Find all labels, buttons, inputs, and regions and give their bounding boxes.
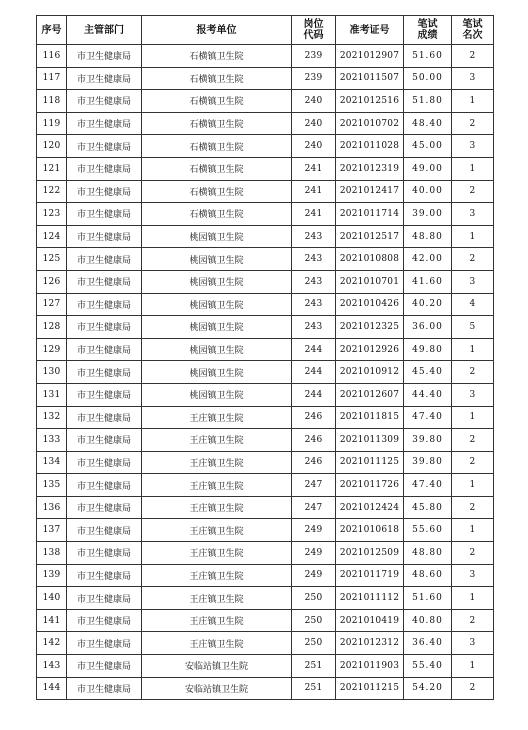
cell-unit: 桃园镇卫生院 — [142, 338, 292, 361]
cell-score: 47.40 — [404, 406, 452, 429]
cell-exam-no: 2021011028 — [336, 135, 404, 158]
table-row — [37, 248, 494, 271]
table-row — [37, 157, 494, 180]
cell-rank: 1 — [452, 225, 494, 248]
cell-score: 39.80 — [404, 429, 452, 452]
cell-rank: 2 — [452, 542, 494, 565]
cell-exam-no: 2021011726 — [336, 474, 404, 497]
cell-unit: 王庄镇卫生院 — [142, 406, 292, 429]
cell-dept: 市卫生健康局 — [67, 270, 142, 293]
cell-post-code: 243 — [292, 293, 336, 316]
cell-dept: 市卫生健康局 — [67, 112, 142, 135]
cell-unit: 石横镇卫生院 — [142, 90, 292, 113]
cell-unit: 石横镇卫生院 — [142, 180, 292, 203]
cell-rank: 2 — [452, 609, 494, 632]
cell-dept: 市卫生健康局 — [67, 519, 142, 542]
cell-post-code: 243 — [292, 248, 336, 271]
header-seq: 序号 — [37, 16, 67, 45]
cell-post-code: 239 — [292, 45, 336, 68]
cell-rank: 3 — [452, 564, 494, 587]
cell-exam-no: 2021012325 — [336, 316, 404, 339]
cell-seq: 117 — [37, 67, 67, 90]
cell-dept: 市卫生健康局 — [67, 429, 142, 452]
table-row — [37, 564, 494, 587]
table-row — [37, 316, 494, 339]
cell-post-code: 246 — [292, 406, 336, 429]
cell-seq: 134 — [37, 451, 67, 474]
cell-rank: 3 — [452, 135, 494, 158]
cell-dept: 市卫生健康局 — [67, 677, 142, 700]
cell-post-code: 250 — [292, 587, 336, 610]
cell-unit: 石横镇卫生院 — [142, 157, 292, 180]
cell-dept: 市卫生健康局 — [67, 90, 142, 113]
header-dept: 主管部门 — [67, 16, 142, 45]
table-row — [37, 609, 494, 632]
cell-exam-no: 2021012516 — [336, 90, 404, 113]
cell-dept: 市卫生健康局 — [67, 587, 142, 610]
cell-rank: 2 — [452, 248, 494, 271]
cell-exam-no: 2021011903 — [336, 655, 404, 678]
cell-seq: 142 — [37, 632, 67, 655]
cell-rank: 1 — [452, 587, 494, 610]
cell-dept: 市卫生健康局 — [67, 609, 142, 632]
cell-score: 45.40 — [404, 361, 452, 384]
cell-unit: 石横镇卫生院 — [142, 135, 292, 158]
cell-post-code: 244 — [292, 338, 336, 361]
cell-exam-no: 2021011815 — [336, 406, 404, 429]
cell-seq: 128 — [37, 316, 67, 339]
cell-dept: 市卫生健康局 — [67, 293, 142, 316]
cell-unit: 王庄镇卫生院 — [142, 609, 292, 632]
cell-seq: 136 — [37, 496, 67, 519]
header-post-code-line2: 代码 — [303, 30, 324, 41]
cell-score: 55.60 — [404, 519, 452, 542]
cell-score: 45.80 — [404, 496, 452, 519]
cell-post-code: 240 — [292, 135, 336, 158]
cell-exam-no: 2021012424 — [336, 496, 404, 519]
cell-rank: 1 — [452, 338, 494, 361]
cell-score: 55.40 — [404, 655, 452, 678]
header-rank-line2: 名次 — [462, 30, 483, 41]
cell-exam-no: 2021010808 — [336, 248, 404, 271]
cell-exam-no: 2021011309 — [336, 429, 404, 452]
table-row — [37, 677, 494, 700]
cell-score: 48.40 — [404, 112, 452, 135]
cell-score: 41.60 — [404, 270, 452, 293]
cell-unit: 石横镇卫生院 — [142, 45, 292, 68]
cell-exam-no: 2021011507 — [336, 67, 404, 90]
cell-rank: 3 — [452, 270, 494, 293]
cell-seq: 143 — [37, 655, 67, 678]
cell-seq: 121 — [37, 157, 67, 180]
header-unit: 报考单位 — [142, 16, 292, 45]
cell-seq: 141 — [37, 609, 67, 632]
cell-dept: 市卫生健康局 — [67, 655, 142, 678]
cell-score: 45.00 — [404, 135, 452, 158]
cell-seq: 116 — [37, 45, 67, 68]
table-row — [37, 632, 494, 655]
cell-exam-no: 2021012607 — [336, 383, 404, 406]
cell-post-code: 250 — [292, 609, 336, 632]
cell-post-code: 247 — [292, 474, 336, 497]
cell-unit: 王庄镇卫生院 — [142, 496, 292, 519]
cell-rank: 4 — [452, 293, 494, 316]
cell-score: 47.40 — [404, 474, 452, 497]
cell-exam-no: 2021010701 — [336, 270, 404, 293]
cell-unit: 王庄镇卫生院 — [142, 564, 292, 587]
cell-score: 51.80 — [404, 90, 452, 113]
cell-exam-no: 2021012926 — [336, 338, 404, 361]
cell-seq: 125 — [37, 248, 67, 271]
cell-score: 48.60 — [404, 564, 452, 587]
cell-rank: 1 — [452, 406, 494, 429]
cell-unit: 桃园镇卫生院 — [142, 316, 292, 339]
cell-exam-no: 2021012907 — [336, 45, 404, 68]
cell-rank: 1 — [452, 157, 494, 180]
cell-seq: 137 — [37, 519, 67, 542]
cell-rank: 2 — [452, 451, 494, 474]
cell-rank: 1 — [452, 474, 494, 497]
cell-seq: 122 — [37, 180, 67, 203]
table-row — [37, 225, 494, 248]
cell-exam-no: 2021010702 — [336, 112, 404, 135]
cell-unit: 桃园镇卫生院 — [142, 361, 292, 384]
header-post-code-line1: 岗位 — [303, 19, 324, 30]
cell-post-code: 249 — [292, 542, 336, 565]
cell-exam-no: 2021012417 — [336, 180, 404, 203]
cell-dept: 市卫生健康局 — [67, 225, 142, 248]
cell-seq: 130 — [37, 361, 67, 384]
cell-unit: 王庄镇卫生院 — [142, 474, 292, 497]
cell-seq: 124 — [37, 225, 67, 248]
cell-unit: 安临站镇卫生院 — [142, 655, 292, 678]
cell-post-code: 249 — [292, 564, 336, 587]
table-row — [37, 45, 494, 68]
cell-dept: 市卫生健康局 — [67, 316, 142, 339]
cell-post-code: 240 — [292, 90, 336, 113]
header-post-code — [292, 16, 336, 45]
cell-seq: 132 — [37, 406, 67, 429]
table-row — [37, 90, 494, 113]
cell-post-code: 243 — [292, 316, 336, 339]
cell-unit: 安临站镇卫生院 — [142, 677, 292, 700]
cell-exam-no: 2021012509 — [336, 542, 404, 565]
cell-seq: 127 — [37, 293, 67, 316]
cell-seq: 120 — [37, 135, 67, 158]
cell-exam-no: 2021011714 — [336, 203, 404, 226]
cell-dept: 市卫生健康局 — [67, 361, 142, 384]
cell-dept: 市卫生健康局 — [67, 203, 142, 226]
cell-dept: 市卫生健康局 — [67, 135, 142, 158]
cell-post-code: 243 — [292, 270, 336, 293]
table-row — [37, 180, 494, 203]
cell-unit: 石横镇卫生院 — [142, 112, 292, 135]
cell-dept: 市卫生健康局 — [67, 474, 142, 497]
cell-post-code: 243 — [292, 225, 336, 248]
cell-rank: 2 — [452, 496, 494, 519]
cell-rank: 1 — [452, 655, 494, 678]
cell-rank: 3 — [452, 383, 494, 406]
cell-post-code: 241 — [292, 180, 336, 203]
cell-seq: 118 — [37, 90, 67, 113]
cell-exam-no: 2021012517 — [336, 225, 404, 248]
cell-dept: 市卫生健康局 — [67, 406, 142, 429]
cell-post-code: 239 — [292, 67, 336, 90]
cell-rank: 5 — [452, 316, 494, 339]
table-row — [37, 135, 494, 158]
cell-dept: 市卫生健康局 — [67, 383, 142, 406]
cell-unit: 桃园镇卫生院 — [142, 225, 292, 248]
header-rank — [452, 16, 494, 45]
cell-score: 48.80 — [404, 225, 452, 248]
table-row — [37, 361, 494, 384]
cell-exam-no: 2021012319 — [336, 157, 404, 180]
cell-score: 51.60 — [404, 587, 452, 610]
cell-rank: 2 — [452, 45, 494, 68]
cell-unit: 桃园镇卫生院 — [142, 383, 292, 406]
cell-dept: 市卫生健康局 — [67, 45, 142, 68]
cell-unit: 王庄镇卫生院 — [142, 632, 292, 655]
cell-exam-no: 2021010912 — [336, 361, 404, 384]
cell-exam-no: 2021010426 — [336, 293, 404, 316]
cell-rank: 2 — [452, 361, 494, 384]
cell-post-code: 251 — [292, 677, 336, 700]
cell-score: 50.00 — [404, 67, 452, 90]
table-row — [37, 451, 494, 474]
cell-seq: 131 — [37, 383, 67, 406]
cell-exam-no: 2021011215 — [336, 677, 404, 700]
cell-score: 49.00 — [404, 157, 452, 180]
cell-unit: 王庄镇卫生院 — [142, 519, 292, 542]
table-row — [37, 293, 494, 316]
cell-dept: 市卫生健康局 — [67, 451, 142, 474]
cell-score: 36.00 — [404, 316, 452, 339]
cell-seq: 144 — [37, 677, 67, 700]
cell-score: 42.00 — [404, 248, 452, 271]
cell-score: 54.20 — [404, 677, 452, 700]
cell-exam-no: 2021010618 — [336, 519, 404, 542]
cell-post-code: 251 — [292, 655, 336, 678]
cell-seq: 129 — [37, 338, 67, 361]
cell-post-code: 241 — [292, 203, 336, 226]
header-exam-no: 准考证号 — [336, 16, 404, 45]
table-row — [37, 429, 494, 452]
cell-exam-no: 2021012312 — [336, 632, 404, 655]
table-row — [37, 542, 494, 565]
cell-score: 49.80 — [404, 338, 452, 361]
cell-rank: 2 — [452, 112, 494, 135]
cell-post-code: 250 — [292, 632, 336, 655]
cell-post-code: 246 — [292, 451, 336, 474]
table-row — [37, 270, 494, 293]
cell-unit: 石横镇卫生院 — [142, 203, 292, 226]
cell-seq: 139 — [37, 564, 67, 587]
table-row — [37, 203, 494, 226]
cell-exam-no: 2021011719 — [336, 564, 404, 587]
cell-rank: 3 — [452, 632, 494, 655]
header-row — [37, 16, 494, 45]
cell-post-code: 244 — [292, 361, 336, 384]
cell-unit: 王庄镇卫生院 — [142, 429, 292, 452]
cell-seq: 140 — [37, 587, 67, 610]
cell-rank: 1 — [452, 90, 494, 113]
cell-rank: 2 — [452, 180, 494, 203]
cell-unit: 桃园镇卫生院 — [142, 270, 292, 293]
cell-unit: 王庄镇卫生院 — [142, 451, 292, 474]
cell-dept: 市卫生健康局 — [67, 564, 142, 587]
cell-score: 36.40 — [404, 632, 452, 655]
table-row — [37, 67, 494, 90]
cell-post-code: 249 — [292, 519, 336, 542]
table-row — [37, 519, 494, 542]
cell-dept: 市卫生健康局 — [67, 67, 142, 90]
cell-dept: 市卫生健康局 — [67, 248, 142, 271]
header-rank-line1: 笔试 — [462, 19, 483, 30]
cell-dept: 市卫生健康局 — [67, 542, 142, 565]
cell-score: 48.80 — [404, 542, 452, 565]
header-score-line1: 笔试 — [417, 19, 438, 30]
cell-dept: 市卫生健康局 — [67, 338, 142, 361]
cell-score: 40.20 — [404, 293, 452, 316]
cell-unit: 桃园镇卫生院 — [142, 248, 292, 271]
table-row — [37, 383, 494, 406]
cell-seq: 138 — [37, 542, 67, 565]
cell-dept: 市卫生健康局 — [67, 180, 142, 203]
cell-seq: 119 — [37, 112, 67, 135]
cell-rank: 3 — [452, 203, 494, 226]
cell-exam-no: 2021010419 — [336, 609, 404, 632]
cell-seq: 133 — [37, 429, 67, 452]
cell-rank: 2 — [452, 677, 494, 700]
table-row — [37, 496, 494, 519]
cell-post-code: 247 — [292, 496, 336, 519]
cell-seq: 135 — [37, 474, 67, 497]
cell-seq: 126 — [37, 270, 67, 293]
table-row — [37, 112, 494, 135]
header-score — [404, 16, 452, 45]
cell-score: 44.40 — [404, 383, 452, 406]
cell-score: 40.00 — [404, 180, 452, 203]
table-row — [37, 338, 494, 361]
table-row — [37, 406, 494, 429]
cell-post-code: 244 — [292, 383, 336, 406]
table-row — [37, 587, 494, 610]
cell-rank: 1 — [452, 519, 494, 542]
exam-results-table — [36, 15, 494, 700]
header-score-line2: 成绩 — [417, 30, 438, 41]
cell-exam-no: 2021011125 — [336, 451, 404, 474]
table-row — [37, 474, 494, 497]
cell-rank: 2 — [452, 429, 494, 452]
cell-dept: 市卫生健康局 — [67, 157, 142, 180]
cell-dept: 市卫生健康局 — [67, 496, 142, 519]
table-row — [37, 655, 494, 678]
cell-unit: 石横镇卫生院 — [142, 67, 292, 90]
cell-post-code: 240 — [292, 112, 336, 135]
cell-exam-no: 2021011112 — [336, 587, 404, 610]
cell-post-code: 241 — [292, 157, 336, 180]
cell-seq: 123 — [37, 203, 67, 226]
table-body — [37, 45, 494, 700]
cell-score: 39.80 — [404, 451, 452, 474]
cell-unit: 王庄镇卫生院 — [142, 542, 292, 565]
cell-score: 39.00 — [404, 203, 452, 226]
cell-unit: 桃园镇卫生院 — [142, 293, 292, 316]
cell-rank: 3 — [452, 67, 494, 90]
cell-score: 40.80 — [404, 609, 452, 632]
cell-score: 51.60 — [404, 45, 452, 68]
cell-dept: 市卫生健康局 — [67, 632, 142, 655]
cell-unit: 王庄镇卫生院 — [142, 587, 292, 610]
cell-post-code: 246 — [292, 429, 336, 452]
